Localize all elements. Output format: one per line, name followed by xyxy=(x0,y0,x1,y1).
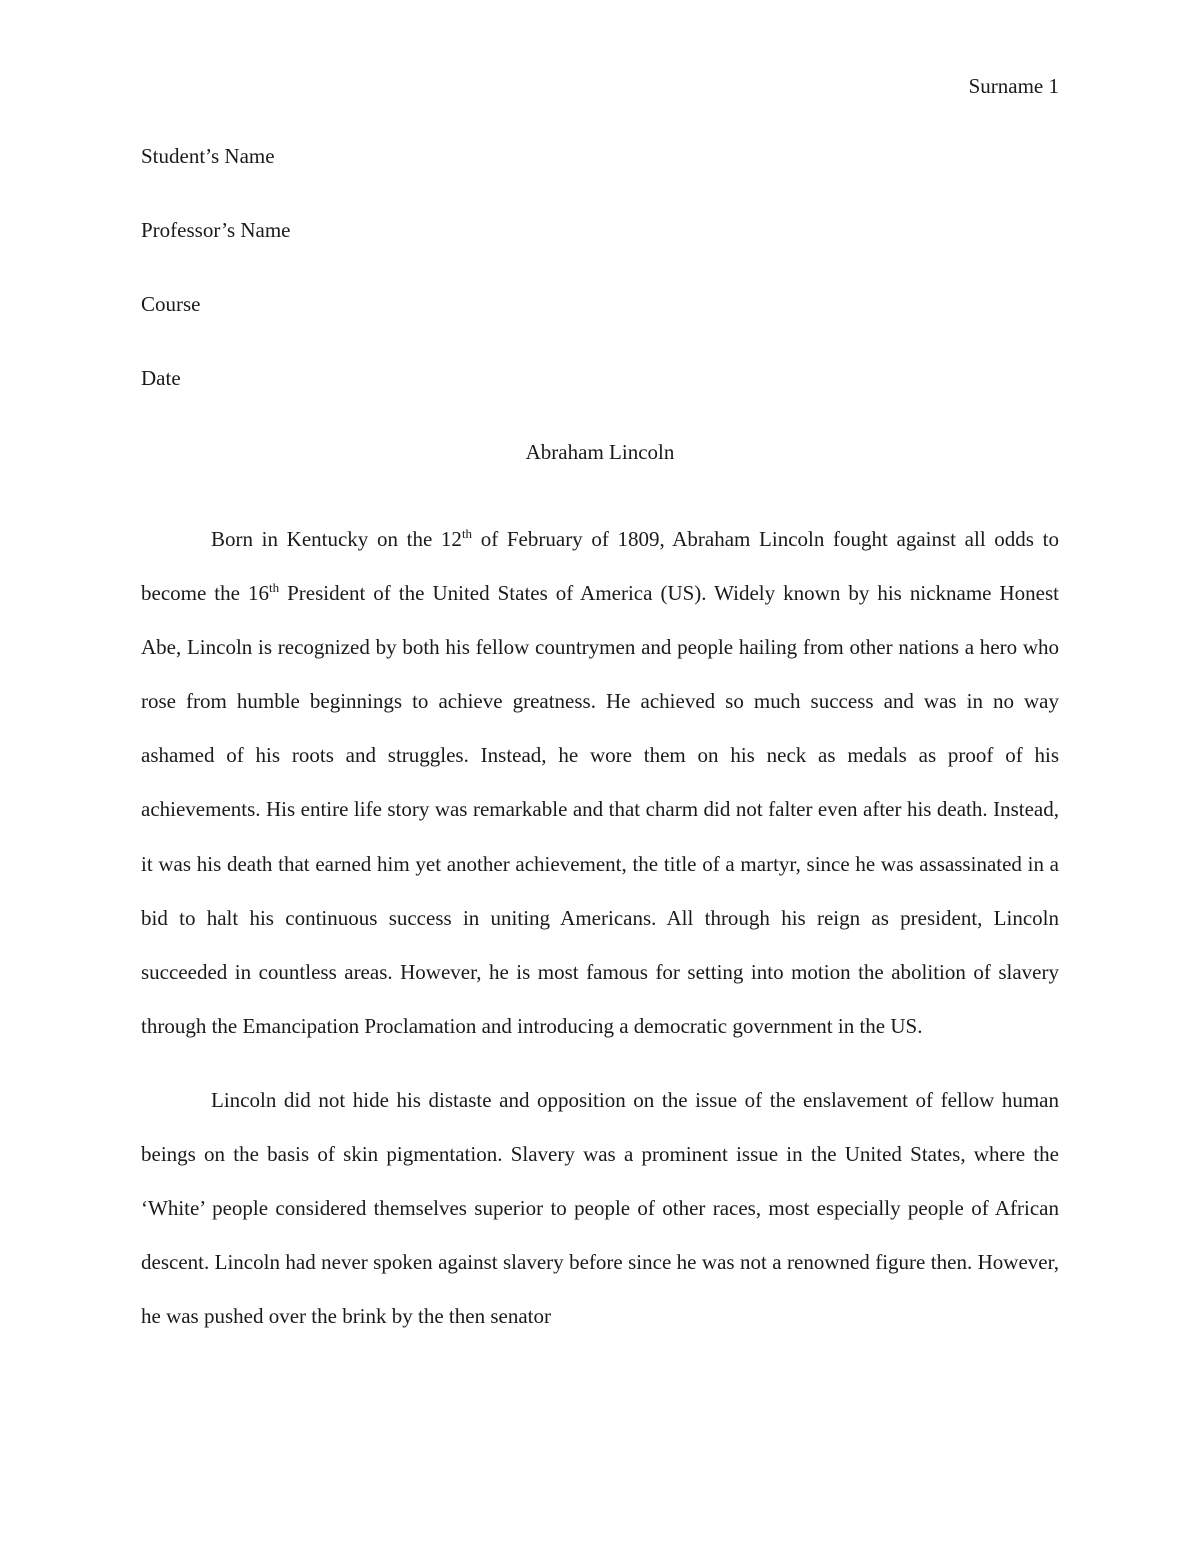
paragraph-1 xyxy=(141,512,1059,1053)
paragraph-text: President of the United States of America (US). Widely known by his nickname Honest Abe, Lincoln is recognized by both his fellow countrymen and people hailing from other nations a hero who rose from humble beginnings to achieve greatness. He achieved so much success and was in no way ashamed of his roots and struggles. Instead, he wore them on his neck as medals as proof of his achievements. His entire life story was remarkable and that charm did not falter even after his death. Instead, it was his death that earned him yet another achievement, the title of a martyr, since he was assassinated in a bid to halt his continuous success in uniting Americans. All through his reign as president, Lincoln succeeded in countless areas. However, he is most famous for setting into motion the abolition of slavery through the Emancipation Proclamation and introducing a democratic government in the US. xyxy=(141,581,1060,1038)
ordinal-superscript: th xyxy=(461,526,473,541)
essay-title: Abraham Lincoln xyxy=(525,440,675,464)
paragraph-2 xyxy=(141,1073,1059,1343)
student-name: Student’s Name xyxy=(141,144,275,168)
paragraph-text: Lincoln did not hide his distaste and opposition on the issue of the enslavement of fellow human beings on the basis of skin pigmentation. Slavery was a prominent issue in the United States, where the ‘White’ people considered themselves superior to people of other races, most especially people of African descent. Lincoln had never spoken against slavery before since he was not a renowned figure then. However, he was pushed over the brink by the then senator xyxy=(141,1087,1059,1329)
document-body xyxy=(141,142,1059,1363)
course-name: Course xyxy=(141,292,201,316)
running-header: Surname 1 xyxy=(968,74,1059,98)
date-line: Date xyxy=(141,366,181,390)
paragraph-text: Born in Kentucky on the 12 xyxy=(211,527,462,551)
ordinal-superscript: th xyxy=(268,580,280,596)
paragraph-text: of February of 1809, Abraham Lincoln fought against all odds to become the 16 xyxy=(141,527,1059,606)
professor-name: Professor’s Name xyxy=(141,218,291,242)
